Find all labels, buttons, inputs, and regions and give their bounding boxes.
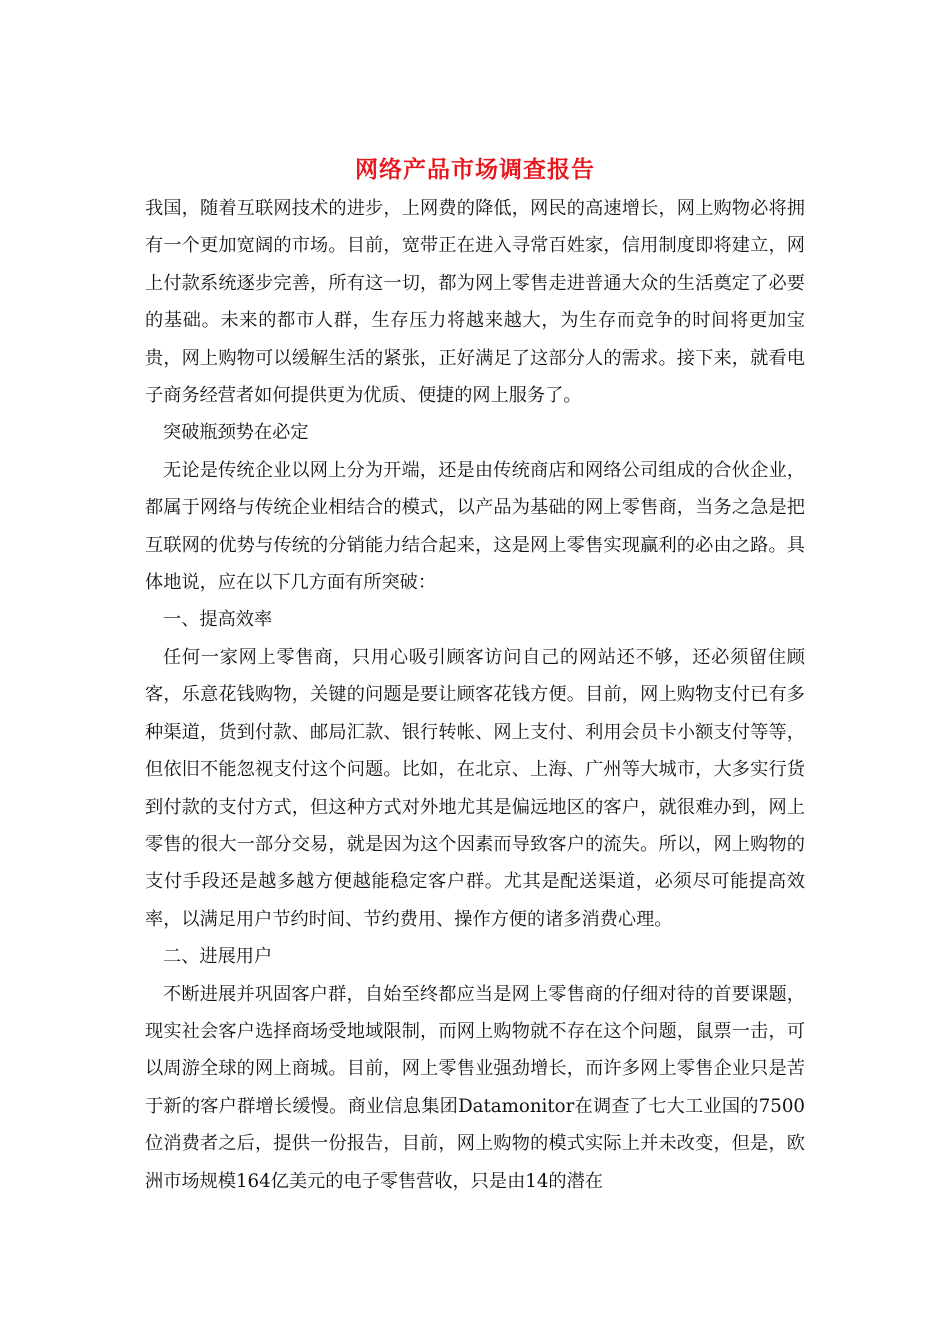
document-body <box>145 190 805 1200</box>
paragraph-intro: 我国，随着互联网技术的进步，上网费的降低，网民的高速增长，网上购物必将拥有一个更加宽阔的市场。目前，宽带正在进入寻常百姓家，信用制度即将建立，网上付款系统逐步完善，所有这一切，都为网上零售走进普通大众的生活奠定了必要的基础。未来的都市人群，生存压力将越来越大，为生存而竞争的时间将更加宝贵，网上购物可以缓解生活的紧张，正好满足了这部分人的需求。接下来，就看电子商务经营者如何提供更为优质、便捷的网上服务了。 <box>145 198 805 407</box>
section-heading-efficiency: 一、提高效率 <box>163 609 273 631</box>
paragraph-users: 不断进展并巩固客户群，自始至终都应当是网上零售商的仔细对待的首要课题，现实社会客户选择商场受地域限制，而网上购物就不存在这个问题，鼠票一击，可以周游全球的网上商城。目前，网上零售业强劲增长，而许多网上零售企业只是苦于新的客户群增长缓慢。商业信息集团Datamonitor在调查了七大工业国的7500位消费者之后，提供一份报告，目前，网上购物的模式实际上并未改变，但是，欧洲市场规模164亿美元的电子零售营收，只是由14的潜在 <box>145 983 805 1192</box>
section-heading-users: 二、进展用户 <box>163 946 273 968</box>
paragraph-breakthrough: 无论是传统企业以网上分为开端，还是由传统商店和网络公司组成的合伙企业，都属于网络与传统企业相结合的模式，以产品为基础的网上零售商，当务之急是把互联网的优势与传统的分销能力结合起来，这是网上零售实现赢利的必由之路。具体地说，应在以下几方面有所突破： <box>145 459 805 594</box>
section-heading-breakthrough: 突破瓶颈势在必定 <box>163 422 309 444</box>
document-title: 网络产品市场调查报告 <box>355 156 595 183</box>
paragraph-efficiency: 任何一家网上零售商，只用心吸引顾客访问自己的网站还不够，还必须留住顾客，乐意花钱购物，关键的问题是要让顾客花钱方便。目前，网上购物支付已有多种渠道，货到付款、邮局汇款、银行转帐、网上支付、利用会员卡小额支付等等，但依旧不能忽视支付这个问题。比如，在北京、上海、广州等大城市，大多实行货到付款的支付方式，但这种方式对外地尤其是偏远地区的客户，就很难办到，网上零售的很大一部分交易，就是因为这个因素而导致客户的流失。所以，网上购物的支付手段还是越多越方便越能稳定客户群。尤其是配送渠道，必须尽可能提高效率，以满足用户节约时间、节约费用、操作方便的诸多消费心理。 <box>145 646 805 930</box>
